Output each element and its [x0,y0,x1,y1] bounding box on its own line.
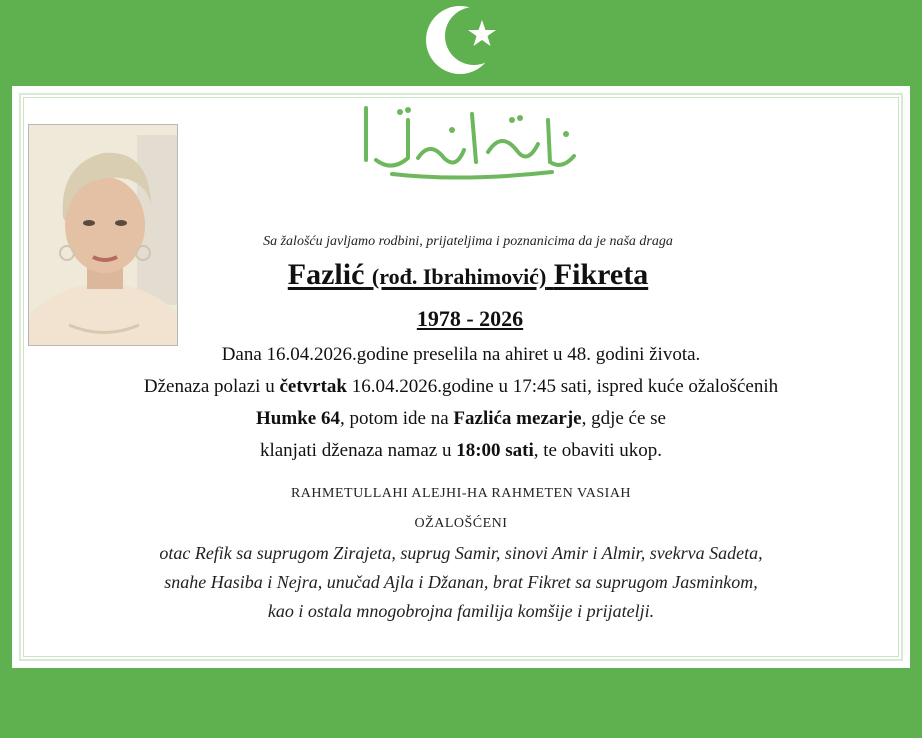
location-line: Humke 64, potom ide na Fazlića mezarje, gdje će se [256,408,666,429]
crescent-star-icon [422,0,504,82]
family-line-1: otac Refik sa suprugom Zirajeta, suprug Samir, sinovi Amir i Almir, svekrva Sadeta, [159,543,763,563]
family-line-3: kao i ostala mnogobrojna familija komšije i prijatelji. [267,601,655,621]
intro-text: Sa žalošću javljamo rodbini, prijateljima i poznanicima da je naša draga [263,234,673,249]
address: Humke 64 [256,408,340,429]
deceased-photo [28,124,178,346]
funeral-line: Dženaza polazi u četvrtak 16.04.2026.godine u 17:45 sati, ispred kuće ožalošćenih [143,376,779,397]
first-name: Fikreta [553,258,649,291]
prayer-time: 18:00 sati [456,440,534,461]
passing-line: Dana 16.04.2026.godine preselila na ahiret u 48. godini života. [221,344,701,365]
maiden-name: (rođ. Ibrahimović) [371,264,547,289]
prayer-time-line: klanjati dženaza namaz u 18:00 sati, te obaviti ukop. [259,440,663,461]
funeral-day: četvrtak [279,376,347,397]
surname: Fazlić [287,258,365,291]
prayer-text: RAHMETULLAHI ALEJHI-HA RAHMETEN VASIAH [290,486,632,501]
mourners-title: OŽALOŠĆENI [414,516,508,531]
life-years: 1978 - 2026 [416,306,524,331]
cemetery: Fazlića mezarje [453,408,582,429]
family-line-2: snahe Hasiba i Nejra, unučad Ajla i Džanan, brat Fikret sa suprugom Jasminkom, [164,572,758,592]
arabic-calligraphy-icon [352,100,592,182]
deceased-name [178,258,758,292]
